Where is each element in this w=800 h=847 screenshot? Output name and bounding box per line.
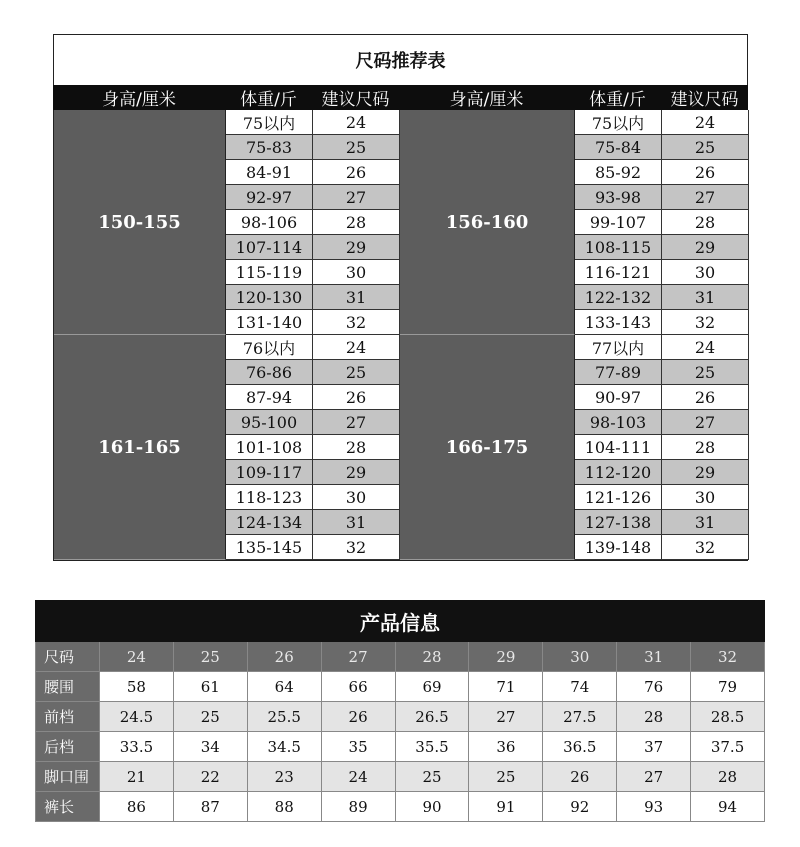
weight-cell: 107-114 [226, 235, 313, 260]
table-cell: 25 [469, 762, 543, 792]
size-cell: 31 [662, 510, 749, 535]
table-row [35, 762, 765, 792]
table-cell: 26 [248, 642, 322, 672]
table-row [575, 535, 749, 560]
weight-cell: 120-130 [226, 285, 313, 310]
row-label: 后档 [35, 732, 100, 762]
table-cell: 25 [174, 642, 248, 672]
size-cell: 25 [313, 135, 400, 160]
size-recommendation-table [53, 34, 748, 561]
size-cell: 25 [313, 360, 400, 385]
weight-cell: 98-106 [226, 210, 313, 235]
table-row [35, 702, 765, 732]
header-size-left: 建议尺码 [321, 90, 390, 110]
table-cell: 33.5 [100, 732, 174, 762]
table-row [226, 110, 400, 135]
weight-cell: 76-86 [226, 360, 313, 385]
weight-cell: 139-148 [575, 535, 662, 560]
size-cell: 26 [313, 385, 400, 410]
size-cell: 29 [662, 235, 749, 260]
weight-cell: 124-134 [226, 510, 313, 535]
weight-cell: 92-97 [226, 185, 313, 210]
size-cell: 26 [662, 385, 749, 410]
table-row [575, 285, 749, 310]
size-cell: 29 [313, 235, 400, 260]
table-row [226, 410, 400, 435]
weight-cell: 116-121 [575, 260, 662, 285]
table-cell: 94 [691, 792, 765, 822]
weight-cell: 90-97 [575, 385, 662, 410]
table-cell: 25 [396, 762, 470, 792]
size-cell: 32 [662, 535, 749, 560]
header-weight-left: 体重/斤 [240, 90, 297, 110]
size-cell: 28 [313, 210, 400, 235]
weight-cell: 108-115 [575, 235, 662, 260]
table-cell: 27.5 [543, 702, 617, 732]
table-cell: 31 [617, 642, 691, 672]
weight-cell: 127-138 [575, 510, 662, 535]
table-cell: 89 [322, 792, 396, 822]
size-chart-body [53, 110, 748, 561]
weight-cell: 84-91 [226, 160, 313, 185]
size-chart-header-row [53, 85, 748, 110]
size-cell: 30 [662, 485, 749, 510]
table-cell: 36.5 [543, 732, 617, 762]
size-cell: 27 [313, 410, 400, 435]
weight-cell: 101-108 [226, 435, 313, 460]
table-row [575, 385, 749, 410]
table-cell: 26 [322, 702, 396, 732]
size-cell: 24 [313, 110, 400, 135]
height-range-cell: 166-175 [400, 335, 575, 560]
table-cell: 27 [322, 642, 396, 672]
table-row [35, 672, 765, 702]
table-cell: 21 [100, 762, 174, 792]
table-row [226, 235, 400, 260]
table-cell: 36 [469, 732, 543, 762]
weight-cell: 98-103 [575, 410, 662, 435]
table-row [575, 110, 749, 135]
table-row [226, 485, 400, 510]
header-height-left: 身高/厘米 [102, 90, 176, 110]
table-cell: 92 [543, 792, 617, 822]
table-row [575, 210, 749, 235]
table-row [226, 535, 400, 560]
product-info-title: 产品信息 [35, 600, 765, 642]
size-cell: 31 [313, 285, 400, 310]
size-cell: 30 [313, 485, 400, 510]
table-row [35, 792, 765, 822]
table-row [575, 510, 749, 535]
table-row [575, 160, 749, 185]
table-cell: 91 [469, 792, 543, 822]
table-row [226, 435, 400, 460]
table-cell: 86 [100, 792, 174, 822]
weight-cell: 115-119 [226, 260, 313, 285]
size-cell: 28 [662, 210, 749, 235]
table-cell: 64 [248, 672, 322, 702]
weight-size-rows [575, 335, 749, 560]
table-cell: 28 [691, 762, 765, 792]
weight-cell: 93-98 [575, 185, 662, 210]
size-cell: 27 [662, 185, 749, 210]
size-cell: 28 [313, 435, 400, 460]
weight-cell: 75以内 [575, 110, 662, 135]
table-cell: 61 [174, 672, 248, 702]
weight-cell: 76以内 [226, 335, 313, 360]
row-label: 裤长 [35, 792, 100, 822]
table-row [35, 642, 765, 672]
weight-cell: 75-84 [575, 135, 662, 160]
height-range-cell: 161-165 [54, 335, 226, 560]
header-size-right: 建议尺码 [670, 90, 739, 110]
table-row [575, 485, 749, 510]
table-cell: 90 [396, 792, 470, 822]
size-chart-title: 尺码推荐表 [53, 34, 748, 85]
weight-cell: 99-107 [575, 210, 662, 235]
table-cell: 22 [174, 762, 248, 792]
table-cell: 28 [396, 642, 470, 672]
row-label: 脚口围 [35, 762, 100, 792]
table-row [575, 460, 749, 485]
size-cell: 28 [662, 435, 749, 460]
table-cell: 29 [469, 642, 543, 672]
table-row [226, 510, 400, 535]
table-row [575, 310, 749, 335]
weight-cell: 118-123 [226, 485, 313, 510]
table-cell: 71 [469, 672, 543, 702]
weight-cell: 77-89 [575, 360, 662, 385]
size-cell: 31 [662, 285, 749, 310]
table-row [226, 160, 400, 185]
table-cell: 93 [617, 792, 691, 822]
table-row [575, 135, 749, 160]
product-info-rows [35, 642, 765, 822]
size-cell: 32 [313, 310, 400, 335]
weight-cell: 133-143 [575, 310, 662, 335]
size-cell: 30 [662, 260, 749, 285]
table-cell: 25 [174, 702, 248, 732]
weight-size-rows [575, 110, 749, 335]
table-cell: 26.5 [396, 702, 470, 732]
weight-size-rows [226, 335, 400, 560]
table-row [226, 260, 400, 285]
table-cell: 74 [543, 672, 617, 702]
weight-size-rows [226, 110, 400, 335]
table-row [226, 460, 400, 485]
table-row [226, 285, 400, 310]
table-cell: 35 [322, 732, 396, 762]
table-cell: 87 [174, 792, 248, 822]
size-cell: 29 [662, 460, 749, 485]
table-cell: 34 [174, 732, 248, 762]
table-cell: 24.5 [100, 702, 174, 732]
header-height-right: 身高/厘米 [449, 90, 524, 110]
row-label: 尺码 [35, 642, 100, 672]
size-cell: 25 [662, 135, 749, 160]
table-cell: 69 [396, 672, 470, 702]
weight-cell: 75以内 [226, 110, 313, 135]
table-cell: 88 [248, 792, 322, 822]
table-row [575, 360, 749, 385]
size-cell: 24 [662, 335, 749, 360]
weight-cell: 95-100 [226, 410, 313, 435]
table-row [575, 410, 749, 435]
table-cell: 25.5 [248, 702, 322, 732]
table-cell: 76 [617, 672, 691, 702]
table-cell: 28 [617, 702, 691, 732]
height-range-cell: 156-160 [400, 110, 575, 335]
row-label: 前档 [35, 702, 100, 732]
table-row [226, 135, 400, 160]
table-row [226, 185, 400, 210]
weight-cell: 121-126 [575, 485, 662, 510]
table-cell: 24 [100, 642, 174, 672]
table-cell: 37.5 [691, 732, 765, 762]
table-cell: 26 [543, 762, 617, 792]
row-label: 腰围 [35, 672, 100, 702]
table-row [575, 185, 749, 210]
table-row [575, 235, 749, 260]
size-cell: 32 [313, 535, 400, 560]
weight-cell: 77以内 [575, 335, 662, 360]
table-cell: 23 [248, 762, 322, 792]
size-cell: 27 [662, 410, 749, 435]
table-cell: 66 [322, 672, 396, 702]
table-cell: 79 [691, 672, 765, 702]
table-row [575, 260, 749, 285]
size-cell: 32 [662, 310, 749, 335]
table-cell: 30 [543, 642, 617, 672]
table-cell: 35.5 [396, 732, 470, 762]
size-cell: 30 [313, 260, 400, 285]
weight-cell: 112-120 [575, 460, 662, 485]
size-cell: 29 [313, 460, 400, 485]
header-weight-right: 体重/斤 [589, 90, 646, 110]
size-cell: 24 [662, 110, 749, 135]
size-cell: 24 [313, 335, 400, 360]
table-row [575, 435, 749, 460]
table-cell: 28.5 [691, 702, 765, 732]
table-row [226, 310, 400, 335]
weight-cell: 87-94 [226, 385, 313, 410]
size-cell: 26 [662, 160, 749, 185]
table-row [226, 360, 400, 385]
weight-cell: 122-132 [575, 285, 662, 310]
product-info-table [35, 600, 765, 822]
weight-cell: 85-92 [575, 160, 662, 185]
size-cell: 25 [662, 360, 749, 385]
size-cell: 31 [313, 510, 400, 535]
weight-cell: 104-111 [575, 435, 662, 460]
table-cell: 27 [469, 702, 543, 732]
table-row [226, 210, 400, 235]
table-row [226, 385, 400, 410]
table-row [575, 335, 749, 360]
weight-cell: 135-145 [226, 535, 313, 560]
table-cell: 32 [691, 642, 765, 672]
table-cell: 37 [617, 732, 691, 762]
table-cell: 24 [322, 762, 396, 792]
table-cell: 58 [100, 672, 174, 702]
weight-cell: 75-83 [226, 135, 313, 160]
table-cell: 27 [617, 762, 691, 792]
weight-cell: 131-140 [226, 310, 313, 335]
weight-cell: 109-117 [226, 460, 313, 485]
size-cell: 27 [313, 185, 400, 210]
size-cell: 26 [313, 160, 400, 185]
table-cell: 34.5 [248, 732, 322, 762]
height-range-cell: 150-155 [54, 110, 226, 335]
table-row [35, 732, 765, 762]
table-row [226, 335, 400, 360]
